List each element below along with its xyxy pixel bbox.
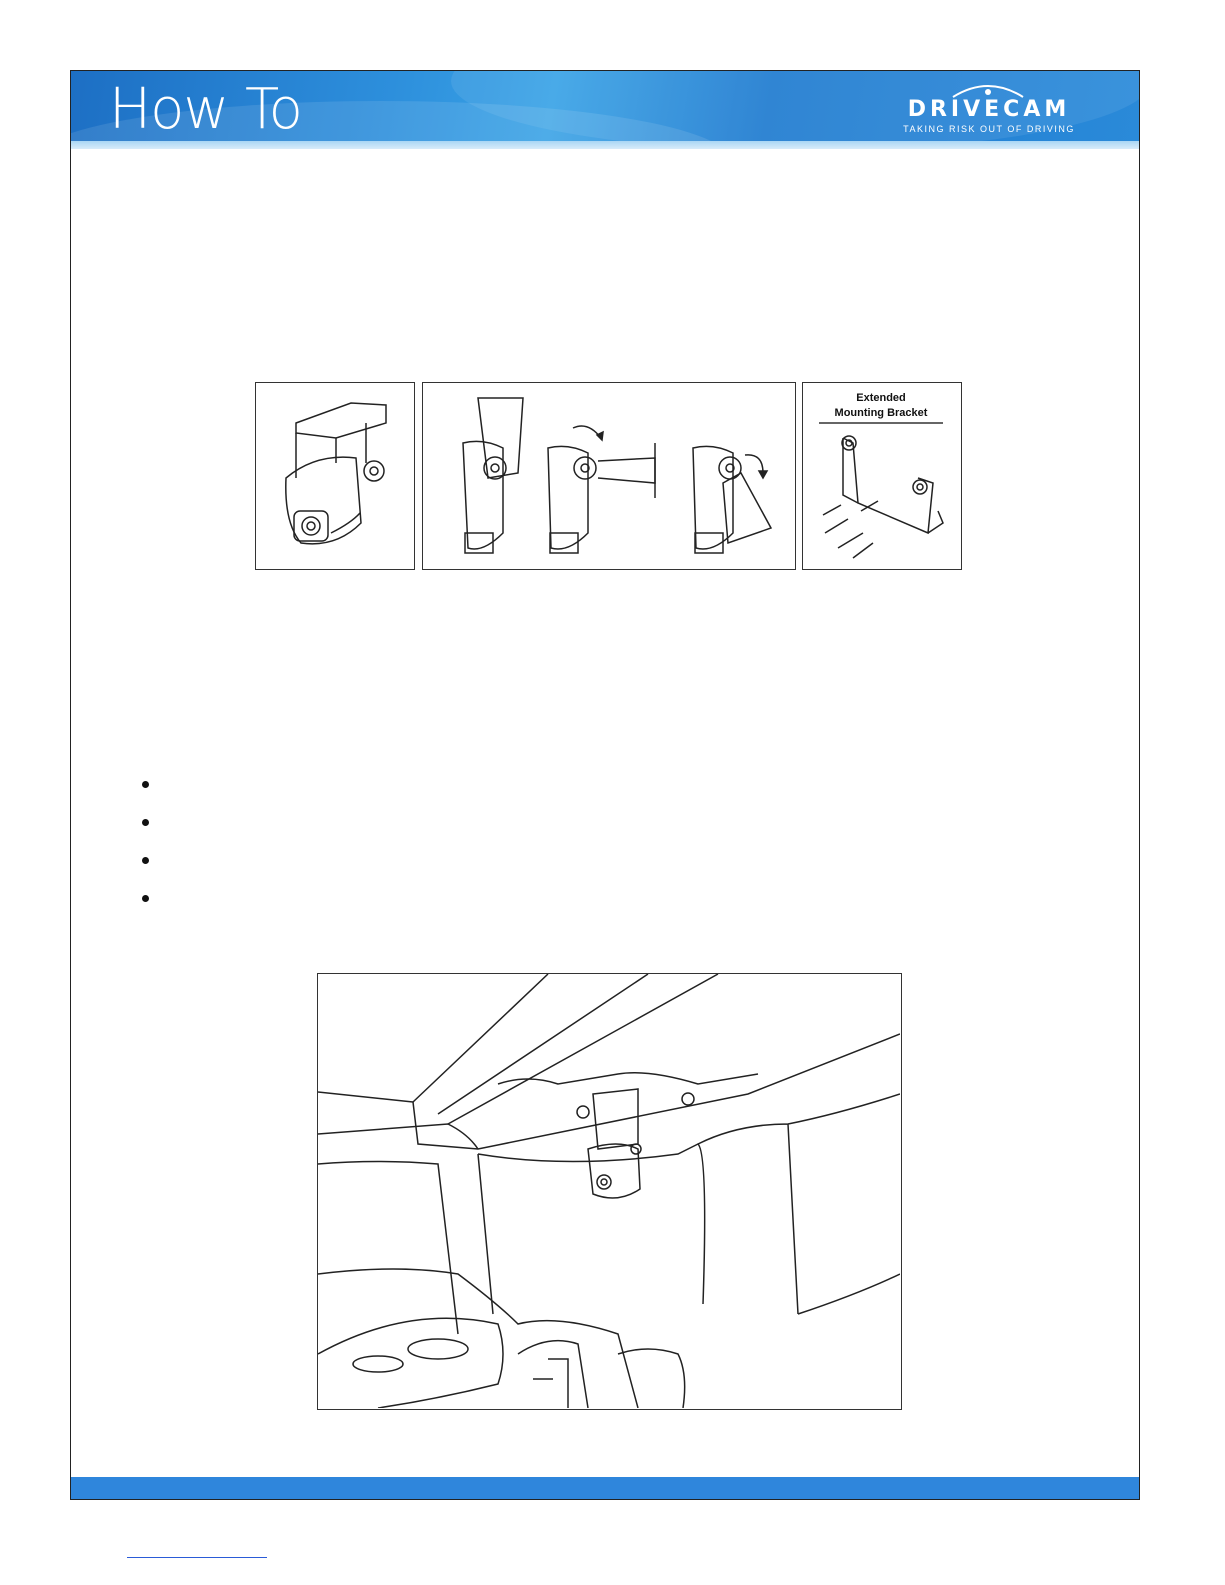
camera-bracket-figure (255, 382, 415, 570)
header-banner (71, 71, 1139, 149)
link-underline[interactable] (127, 1557, 267, 1558)
extended-bracket-figure (802, 382, 962, 570)
footer-bar (71, 1477, 1139, 1499)
bullet-dot-icon (142, 781, 149, 788)
bracket-label-line1: Extended (856, 392, 906, 404)
bullet-dot-icon (142, 857, 149, 864)
brand-tagline: TAKING RISK OUT OF DRIVING (903, 124, 1075, 134)
page-title: How To (109, 77, 302, 142)
logo-arc-icon (943, 81, 1033, 99)
bullet-dot-icon (142, 819, 149, 826)
bracket-rotation-figure (422, 382, 796, 570)
bracket-label-line2: Mounting Bracket (834, 407, 928, 419)
drivecam-logo (899, 81, 1079, 141)
brand-name: DRIVECAM (907, 97, 1071, 122)
cab-installation-figure (317, 973, 902, 1410)
page-frame (70, 70, 1140, 1500)
bullet-dot-icon (142, 895, 149, 902)
